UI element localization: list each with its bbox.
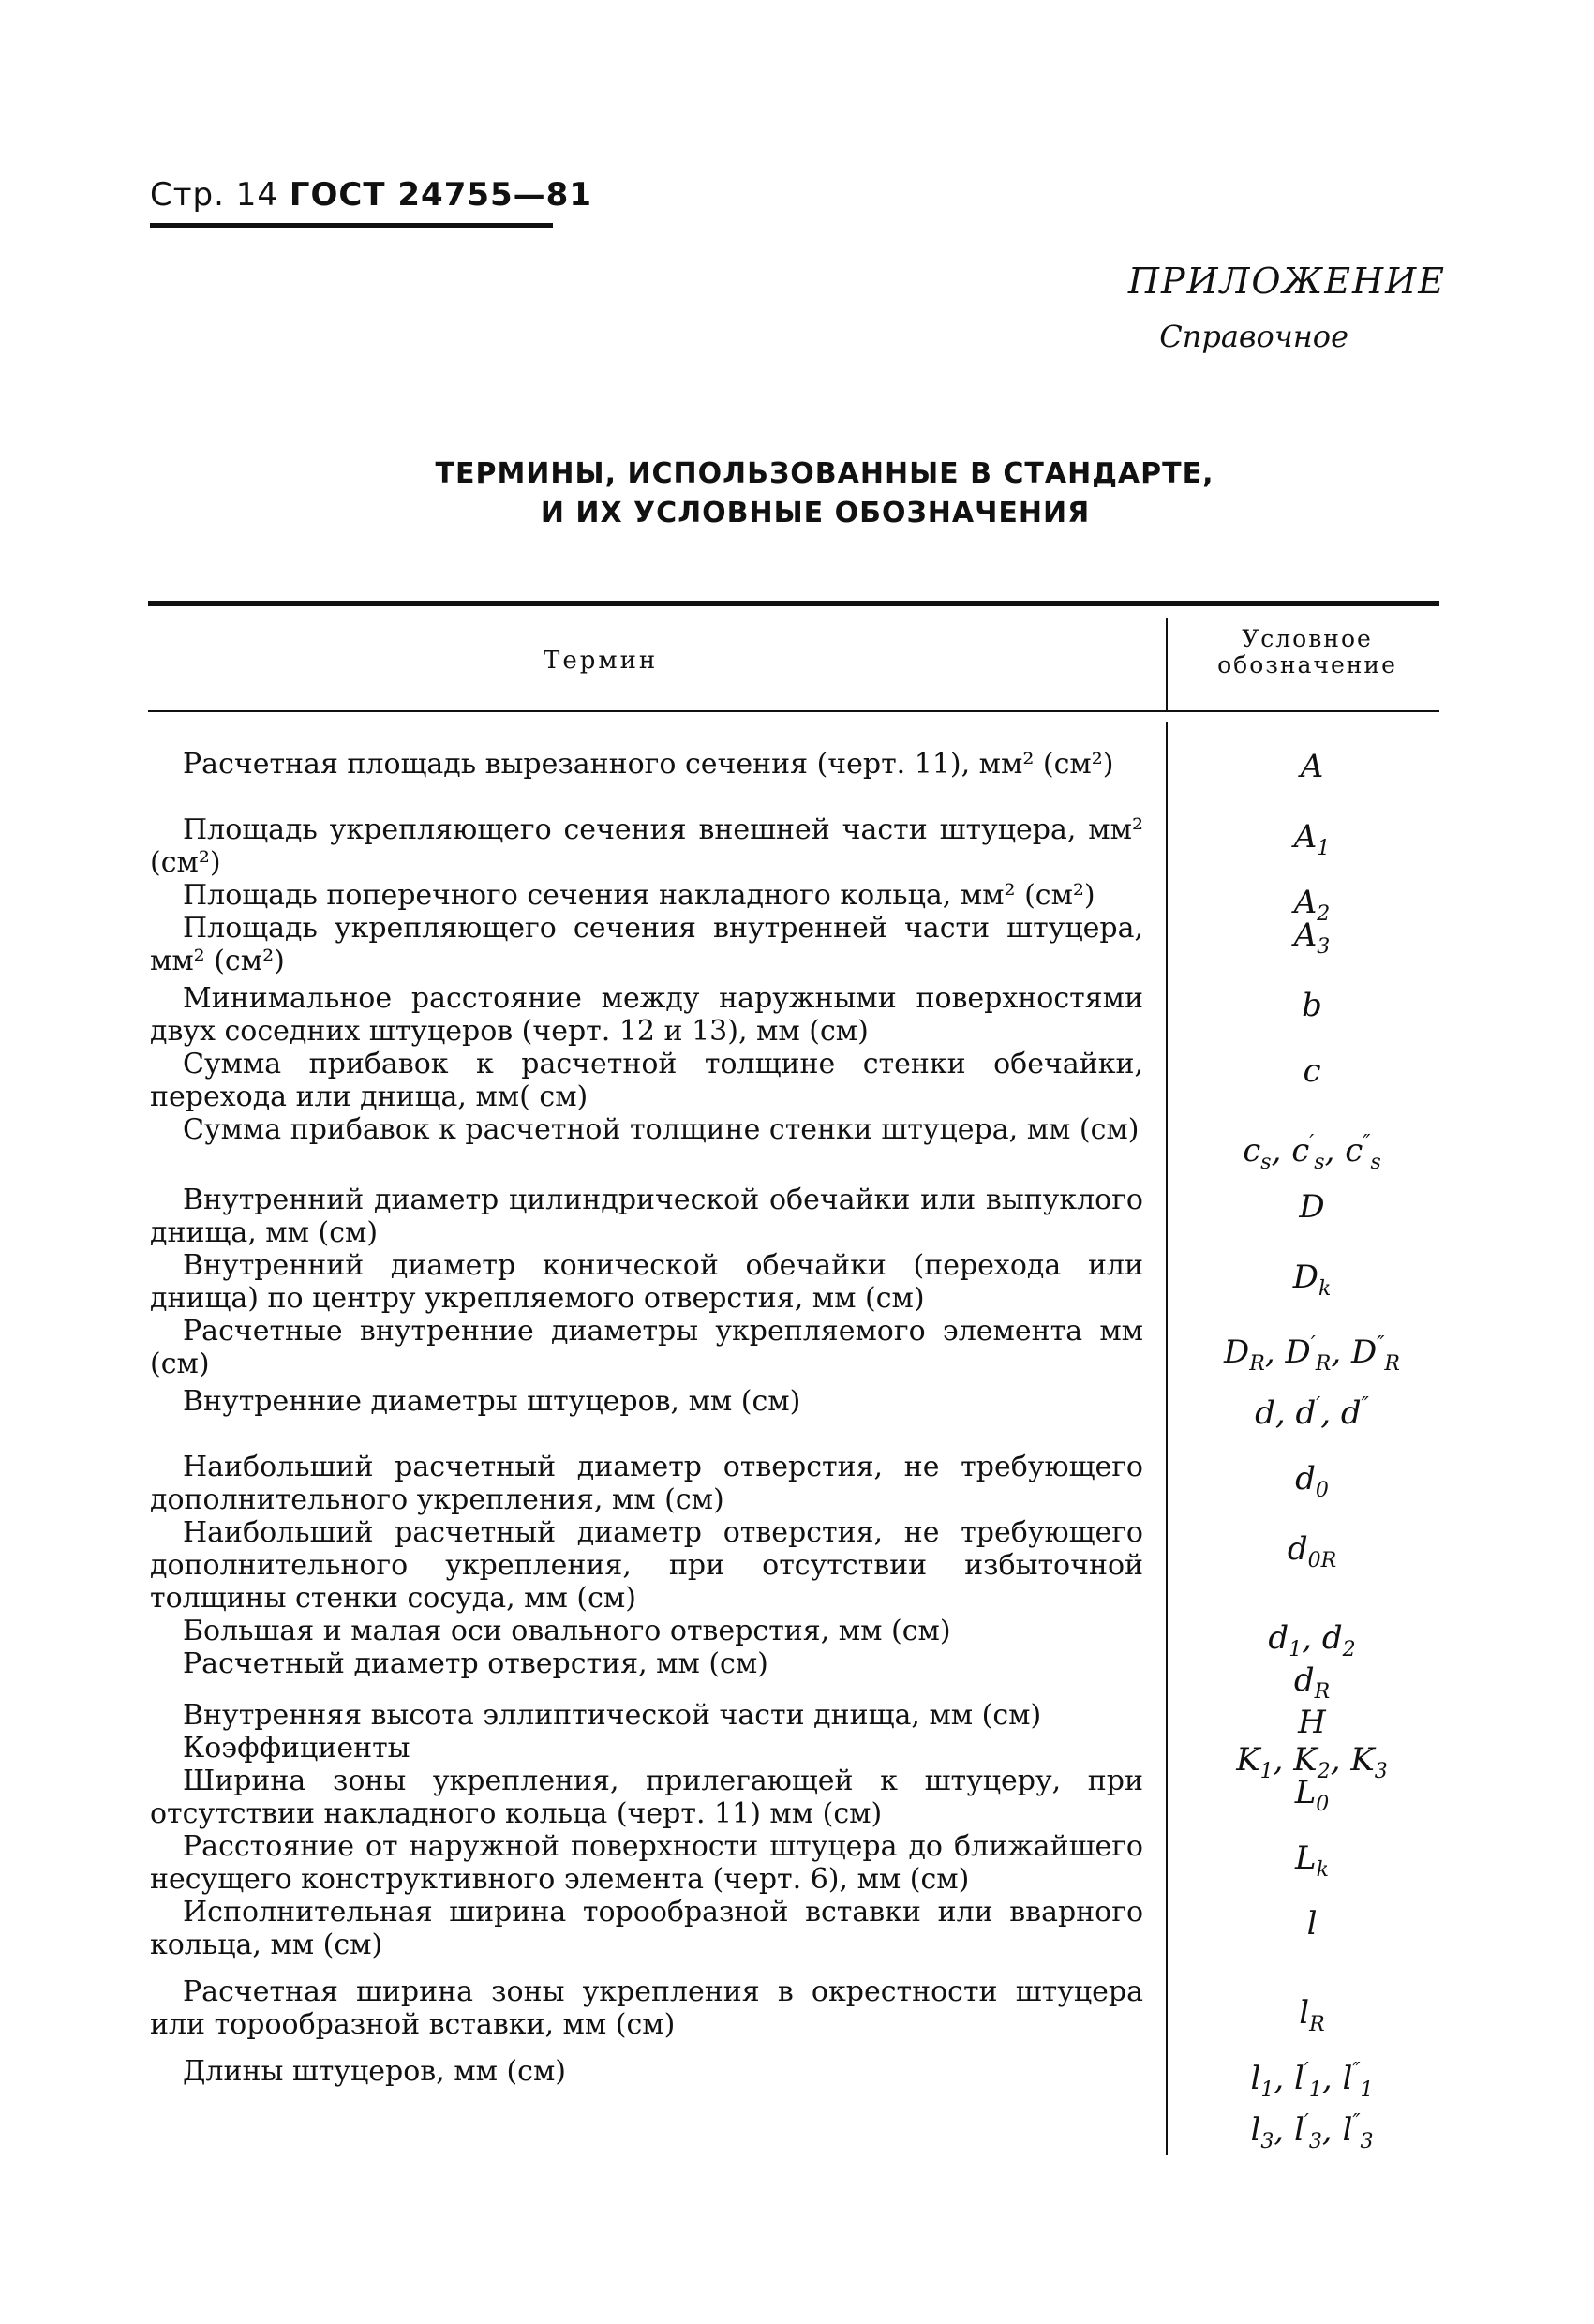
symbol-prime: ″ [1363, 1131, 1371, 1155]
symbol-prime: ″ [1352, 2110, 1361, 2135]
symbol-part: $l''_3$ [1342, 2110, 1374, 2153]
symbol-part: $d_{0R}$ [1287, 1530, 1337, 1572]
row-symbol [1181, 1530, 1443, 1580]
symbol-subscript: R [1314, 1679, 1331, 1704]
symbol-subscript: 1 [1360, 2078, 1374, 2102]
symbol-prime: ′ [1310, 1333, 1316, 1357]
symbol-part: H [1298, 1704, 1326, 1741]
symbol-subscript: s [1260, 1150, 1272, 1174]
symbol-subscript: 0 [1316, 1792, 1330, 1816]
symbol-subscript: 3 [1360, 2129, 1374, 2153]
symbol-separator: , [1264, 1333, 1286, 1371]
row-symbol [1181, 748, 1443, 785]
symbol-part: $l_3$ [1250, 2111, 1274, 2153]
symbol-part: D [1299, 1188, 1325, 1226]
symbol-part: d′ [1295, 1393, 1321, 1432]
symbol-prime: ″ [1352, 2059, 1361, 2083]
appendix-title: ПРИЛОЖЕНИЕ [1127, 261, 1446, 302]
row-term: Наибольший расчетный диаметр отверстия, не требующего дополнительного укрепления, мм (см) [150, 1451, 1143, 1516]
symbol-prime: ′ [1316, 1393, 1321, 1418]
symbol-part: $d_2$ [1321, 1619, 1356, 1661]
symbol-prime: ′ [1309, 1131, 1315, 1155]
symbol-separator: , [1321, 2111, 1343, 2149]
row-symbol [1181, 1394, 1443, 1432]
row-symbol [1181, 1052, 1443, 1090]
symbol-part: $A_2$ [1293, 884, 1331, 926]
row-term: Длины штуцеров, мм (см) [183, 2055, 567, 2088]
symbol-subscript: R [1315, 1351, 1332, 1376]
symbol-part: $d_R$ [1293, 1661, 1331, 1704]
symbol-part: d [1255, 1394, 1275, 1432]
symbol-part: $D'_R$ [1285, 1333, 1332, 1376]
symbol-part: $K_1$ [1236, 1741, 1274, 1783]
page-header [150, 176, 592, 214]
row-symbol [1181, 818, 1443, 868]
row-symbol [1181, 1460, 1443, 1510]
symbol-subscript: 2 [1342, 1637, 1356, 1661]
symbol-part: $l''_1$ [1342, 2059, 1374, 2102]
symbol-subscript: 1 [1308, 2078, 1322, 2102]
row-term: Внутренний диаметр цилиндрической обечайки или выпуклого днища, мм (см) [150, 1184, 1143, 1249]
symbol-part: $A_1$ [1293, 818, 1331, 860]
row-term: Расчетные внутренние диаметры укрепляемого элемента мм (см) [150, 1315, 1143, 1380]
symbol-separator: , [1274, 1394, 1296, 1432]
row-term: Площадь поперечного сечения накладного кольца, мм² (см²) [183, 879, 1095, 912]
symbol-subscript: 0 [1315, 1478, 1329, 1502]
row-term: Сумма прибавок к расчетной толщине стенки обечайки, перехода или днища, мм( см) [150, 1048, 1143, 1113]
symbol-part: A [1300, 748, 1324, 785]
row-symbol [1181, 1188, 1443, 1226]
symbol-part: $d_1$ [1268, 1619, 1303, 1661]
page-number: Стр. 14 [150, 176, 279, 214]
symbol-part: $c'_s$ [1291, 1131, 1325, 1174]
doc-title-line-1: ТЕРМИНЫ, ИСПОЛЬЗОВАННЫЕ В СТАНДАРТЕ, [435, 457, 1214, 490]
row-symbol [1181, 916, 1443, 966]
row-term: Расстояние от наружной поверхности штуцера до ближайшего несущего конструктивного элемента (черт. 6), мм (см) [150, 1830, 1143, 1896]
symbol-subscript: R [1309, 2012, 1325, 2036]
standard-number: ГОСТ 24755—81 [289, 176, 592, 214]
row-term: Площадь укрепляющего сечения внешней части штуцера, мм² (см²) [150, 813, 1143, 879]
row-term: Внутренние диаметры штуцеров, мм (см) [183, 1385, 801, 1418]
table-body-divider [1166, 722, 1168, 2155]
table-header-term: Термин [544, 647, 659, 675]
symbol-part: $l_1$ [1250, 2060, 1274, 2102]
row-term: Ширина зоны укрепления, прилегающей к штуцеру, при отсутствии накладного кольца (черт. 11) мм (см) [150, 1765, 1143, 1830]
symbol-part: $L_k$ [1295, 1840, 1329, 1882]
symbol-part: $L_0$ [1294, 1774, 1330, 1816]
table-header-symbol [1190, 626, 1424, 678]
table-header-symbol-line-1: Условное [1242, 625, 1373, 652]
row-symbol [1181, 1774, 1443, 1824]
row-term: Большая и малая оси овального отверстия, мм (см) [183, 1615, 951, 1647]
symbol-subscript: 2 [1317, 901, 1331, 926]
symbol-separator: , [1271, 1132, 1292, 1169]
symbol-part: $l_R$ [1299, 1994, 1325, 2036]
symbol-part: $D_k$ [1292, 1259, 1332, 1301]
row-symbol [1181, 1994, 1443, 2044]
appendix-subtitle: Справочное [1159, 319, 1348, 354]
row-term: Расчетная ширина зоны укрепления в окрестности штуцера или торообразной вставки, мм (см) [150, 1975, 1143, 2041]
row-term: Площадь укрепляющего сечения внутренней части штуцера, мм² (см²) [150, 912, 1143, 977]
symbol-separator: , [1273, 1741, 1294, 1779]
symbol-part: $l'_3$ [1293, 2110, 1322, 2153]
symbol-part: $D_R$ [1224, 1333, 1265, 1376]
symbol-prime: ″ [1361, 1393, 1369, 1418]
symbol-subscript: 3 [1260, 2129, 1274, 2153]
doc-title-line-2: И ИХ УСЛОВНЫЕ ОБОЗНАЧЕНИЯ [540, 497, 1091, 529]
symbol-subscript: 1 [1289, 1637, 1303, 1661]
symbol-separator: , [1302, 1619, 1322, 1657]
symbol-separator: , [1274, 2111, 1294, 2149]
symbol-separator: , [1320, 1394, 1341, 1432]
symbol-subscript: 3 [1317, 934, 1331, 959]
symbol-subscript: k [1316, 1857, 1329, 1882]
symbol-subscript: R [1384, 1351, 1400, 1376]
header-underline [150, 223, 553, 228]
row-symbol [1181, 1333, 1443, 1383]
symbol-prime: ′ [1304, 2110, 1309, 2135]
row-term: Коэффициенты [183, 1732, 410, 1765]
row-symbol [1181, 1704, 1443, 1741]
symbol-separator: , [1331, 1333, 1351, 1371]
symbol-subscript: 0R [1307, 1548, 1337, 1572]
symbol-part: $A_3$ [1293, 916, 1331, 959]
symbol-part: $c''_s$ [1345, 1131, 1381, 1174]
symbol-separator: , [1324, 1132, 1346, 1169]
table-header-rule [148, 710, 1439, 712]
row-symbol-second-line [1181, 2111, 1443, 2161]
row-symbol [1181, 2060, 1443, 2109]
symbol-part: $c_s$ [1243, 1132, 1272, 1174]
symbol-part: $l'_1$ [1293, 2059, 1322, 2102]
symbol-subscript: R [1249, 1351, 1265, 1376]
row-term: Внутренняя высота эллиптической части днища, мм (см) [183, 1699, 1042, 1732]
symbol-part: $D''_R$ [1350, 1333, 1400, 1376]
row-term: Наибольший расчетный диаметр отверстия, не требующего дополнительного укрепления, при отсутствии избыточной толщины стенки сосуда, мм (см) [150, 1516, 1143, 1615]
symbol-subscript: 1 [1317, 836, 1331, 860]
symbol-part: d″ [1340, 1393, 1369, 1432]
row-term: Сумма прибавок к расчетной толщине стенки штуцера, мм (см) [183, 1113, 1140, 1146]
symbol-separator: , [1274, 2060, 1294, 2097]
row-term: Внутренний диаметр конической обечайки (перехода или днища) по центру укрепляемого отверстия, мм (см) [150, 1249, 1143, 1315]
symbol-subscript: 3 [1308, 2129, 1322, 2153]
symbol-subscript: 3 [1374, 1759, 1388, 1783]
row-term: Расчетная площадь вырезанного сечения (черт. 11), мм² (см²) [183, 748, 1114, 781]
symbol-prime: ′ [1304, 2059, 1309, 2083]
symbol-separator: , [1330, 1741, 1351, 1779]
symbol-part: c [1303, 1052, 1321, 1090]
row-term: Расчетный диаметр отверстия, мм (см) [183, 1647, 768, 1680]
symbol-part: b [1302, 987, 1322, 1024]
symbol-part: $K_2$ [1293, 1741, 1331, 1783]
symbol-subscript: s [1314, 1150, 1325, 1174]
symbol-part: $d_0$ [1295, 1460, 1329, 1502]
symbol-subscript: 1 [1259, 1759, 1274, 1783]
symbol-part: $K_3$ [1350, 1741, 1388, 1783]
symbol-prime: ″ [1377, 1333, 1385, 1357]
row-symbol [1181, 987, 1443, 1024]
symbol-subscript: s [1370, 1150, 1381, 1174]
row-symbol [1181, 1259, 1443, 1308]
row-symbol [1181, 1840, 1443, 1889]
table-header-symbol-line-2: обозначение [1217, 651, 1397, 678]
row-symbol [1181, 1905, 1443, 1943]
symbol-subscript: 2 [1317, 1759, 1331, 1783]
symbol-part: l [1306, 1905, 1318, 1943]
symbol-subscript: 1 [1260, 2078, 1274, 2102]
row-symbol [1181, 1132, 1443, 1182]
table-header-divider [1166, 618, 1168, 710]
table-top-rule [148, 601, 1439, 606]
row-term: Исполнительная ширина торообразной вставки или вварного кольца, мм (см) [150, 1896, 1143, 1961]
symbol-subscript: k [1318, 1276, 1332, 1301]
row-term: Минимальное расстояние между наружными поверхностями двух соседних штуцеров (черт. 12 и 13), мм (см) [150, 982, 1143, 1048]
symbol-separator: , [1321, 2060, 1343, 2097]
